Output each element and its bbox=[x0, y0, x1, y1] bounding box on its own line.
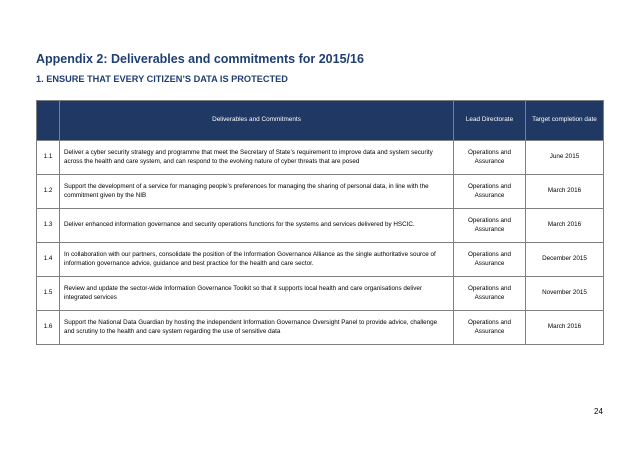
row-deliverable: Deliver enhanced information governance and security operations functions for the systems and services delivered by HSCIC. bbox=[60, 209, 454, 243]
row-lead-directorate: Operations and Assurance bbox=[454, 311, 526, 345]
row-deliverable: Support the development of a service for managing people’s preferences for managing the sharing of personal data, in line with the commitment given by the NIB bbox=[60, 175, 454, 209]
row-number: 1.6 bbox=[37, 311, 60, 345]
row-deliverable: In collaboration with our partners, consolidate the position of the Information Governance Alliance as the single authoritative source of information governance advice, guidance and best practice for the health and care sector. bbox=[60, 243, 454, 277]
row-deliverable: Deliver a cyber security strategy and programme that meet the Secretary of State’s requirement to improve data and system security across the health and care system, and can respond to the evolving nature of cyber threats that are posed bbox=[60, 141, 454, 175]
page-number: 24 bbox=[594, 407, 603, 416]
row-deliverable: Review and update the sector-wide Information Governance Toolkit so that it supports local health and care organisations deliver integrated services bbox=[60, 277, 454, 311]
table-row bbox=[37, 243, 604, 277]
table-header-row bbox=[37, 101, 604, 141]
row-target-date: June 2015 bbox=[526, 141, 604, 175]
row-number: 1.4 bbox=[37, 243, 60, 277]
table-row bbox=[37, 175, 604, 209]
row-lead-directorate: Operations and Assurance bbox=[454, 277, 526, 311]
deliverables-table bbox=[36, 100, 604, 345]
header-lead-directorate: Lead Directorate bbox=[454, 101, 526, 141]
row-target-date: March 2016 bbox=[526, 311, 604, 345]
row-target-date: March 2016 bbox=[526, 175, 604, 209]
row-target-date: November 2015 bbox=[526, 277, 604, 311]
header-target-date: Target completion date bbox=[526, 101, 604, 141]
row-number: 1.1 bbox=[37, 141, 60, 175]
row-lead-directorate: Operations and Assurance bbox=[454, 209, 526, 243]
header-number bbox=[37, 101, 60, 141]
row-lead-directorate: Operations and Assurance bbox=[454, 141, 526, 175]
page-title: Appendix 2: Deliverables and commitments for 2015/16 bbox=[36, 52, 364, 66]
row-target-date: March 2016 bbox=[526, 209, 604, 243]
row-number: 1.2 bbox=[37, 175, 60, 209]
table-row bbox=[37, 209, 604, 243]
row-lead-directorate: Operations and Assurance bbox=[454, 243, 526, 277]
row-number: 1.5 bbox=[37, 277, 60, 311]
row-number: 1.3 bbox=[37, 209, 60, 243]
row-lead-directorate: Operations and Assurance bbox=[454, 175, 526, 209]
section-heading: 1. ENSURE THAT EVERY CITIZEN’S DATA IS PROTECTED bbox=[36, 74, 288, 84]
header-deliverables: Deliverables and Commitments bbox=[60, 101, 454, 141]
row-deliverable: Support the National Data Guardian by hosting the independent Information Governance Oversight Panel to provide advice, challenge and scrutiny to the health and care system regarding the use of sensitive data bbox=[60, 311, 454, 345]
table-row bbox=[37, 311, 604, 345]
table-row bbox=[37, 141, 604, 175]
table-row bbox=[37, 277, 604, 311]
row-target-date: December 2015 bbox=[526, 243, 604, 277]
